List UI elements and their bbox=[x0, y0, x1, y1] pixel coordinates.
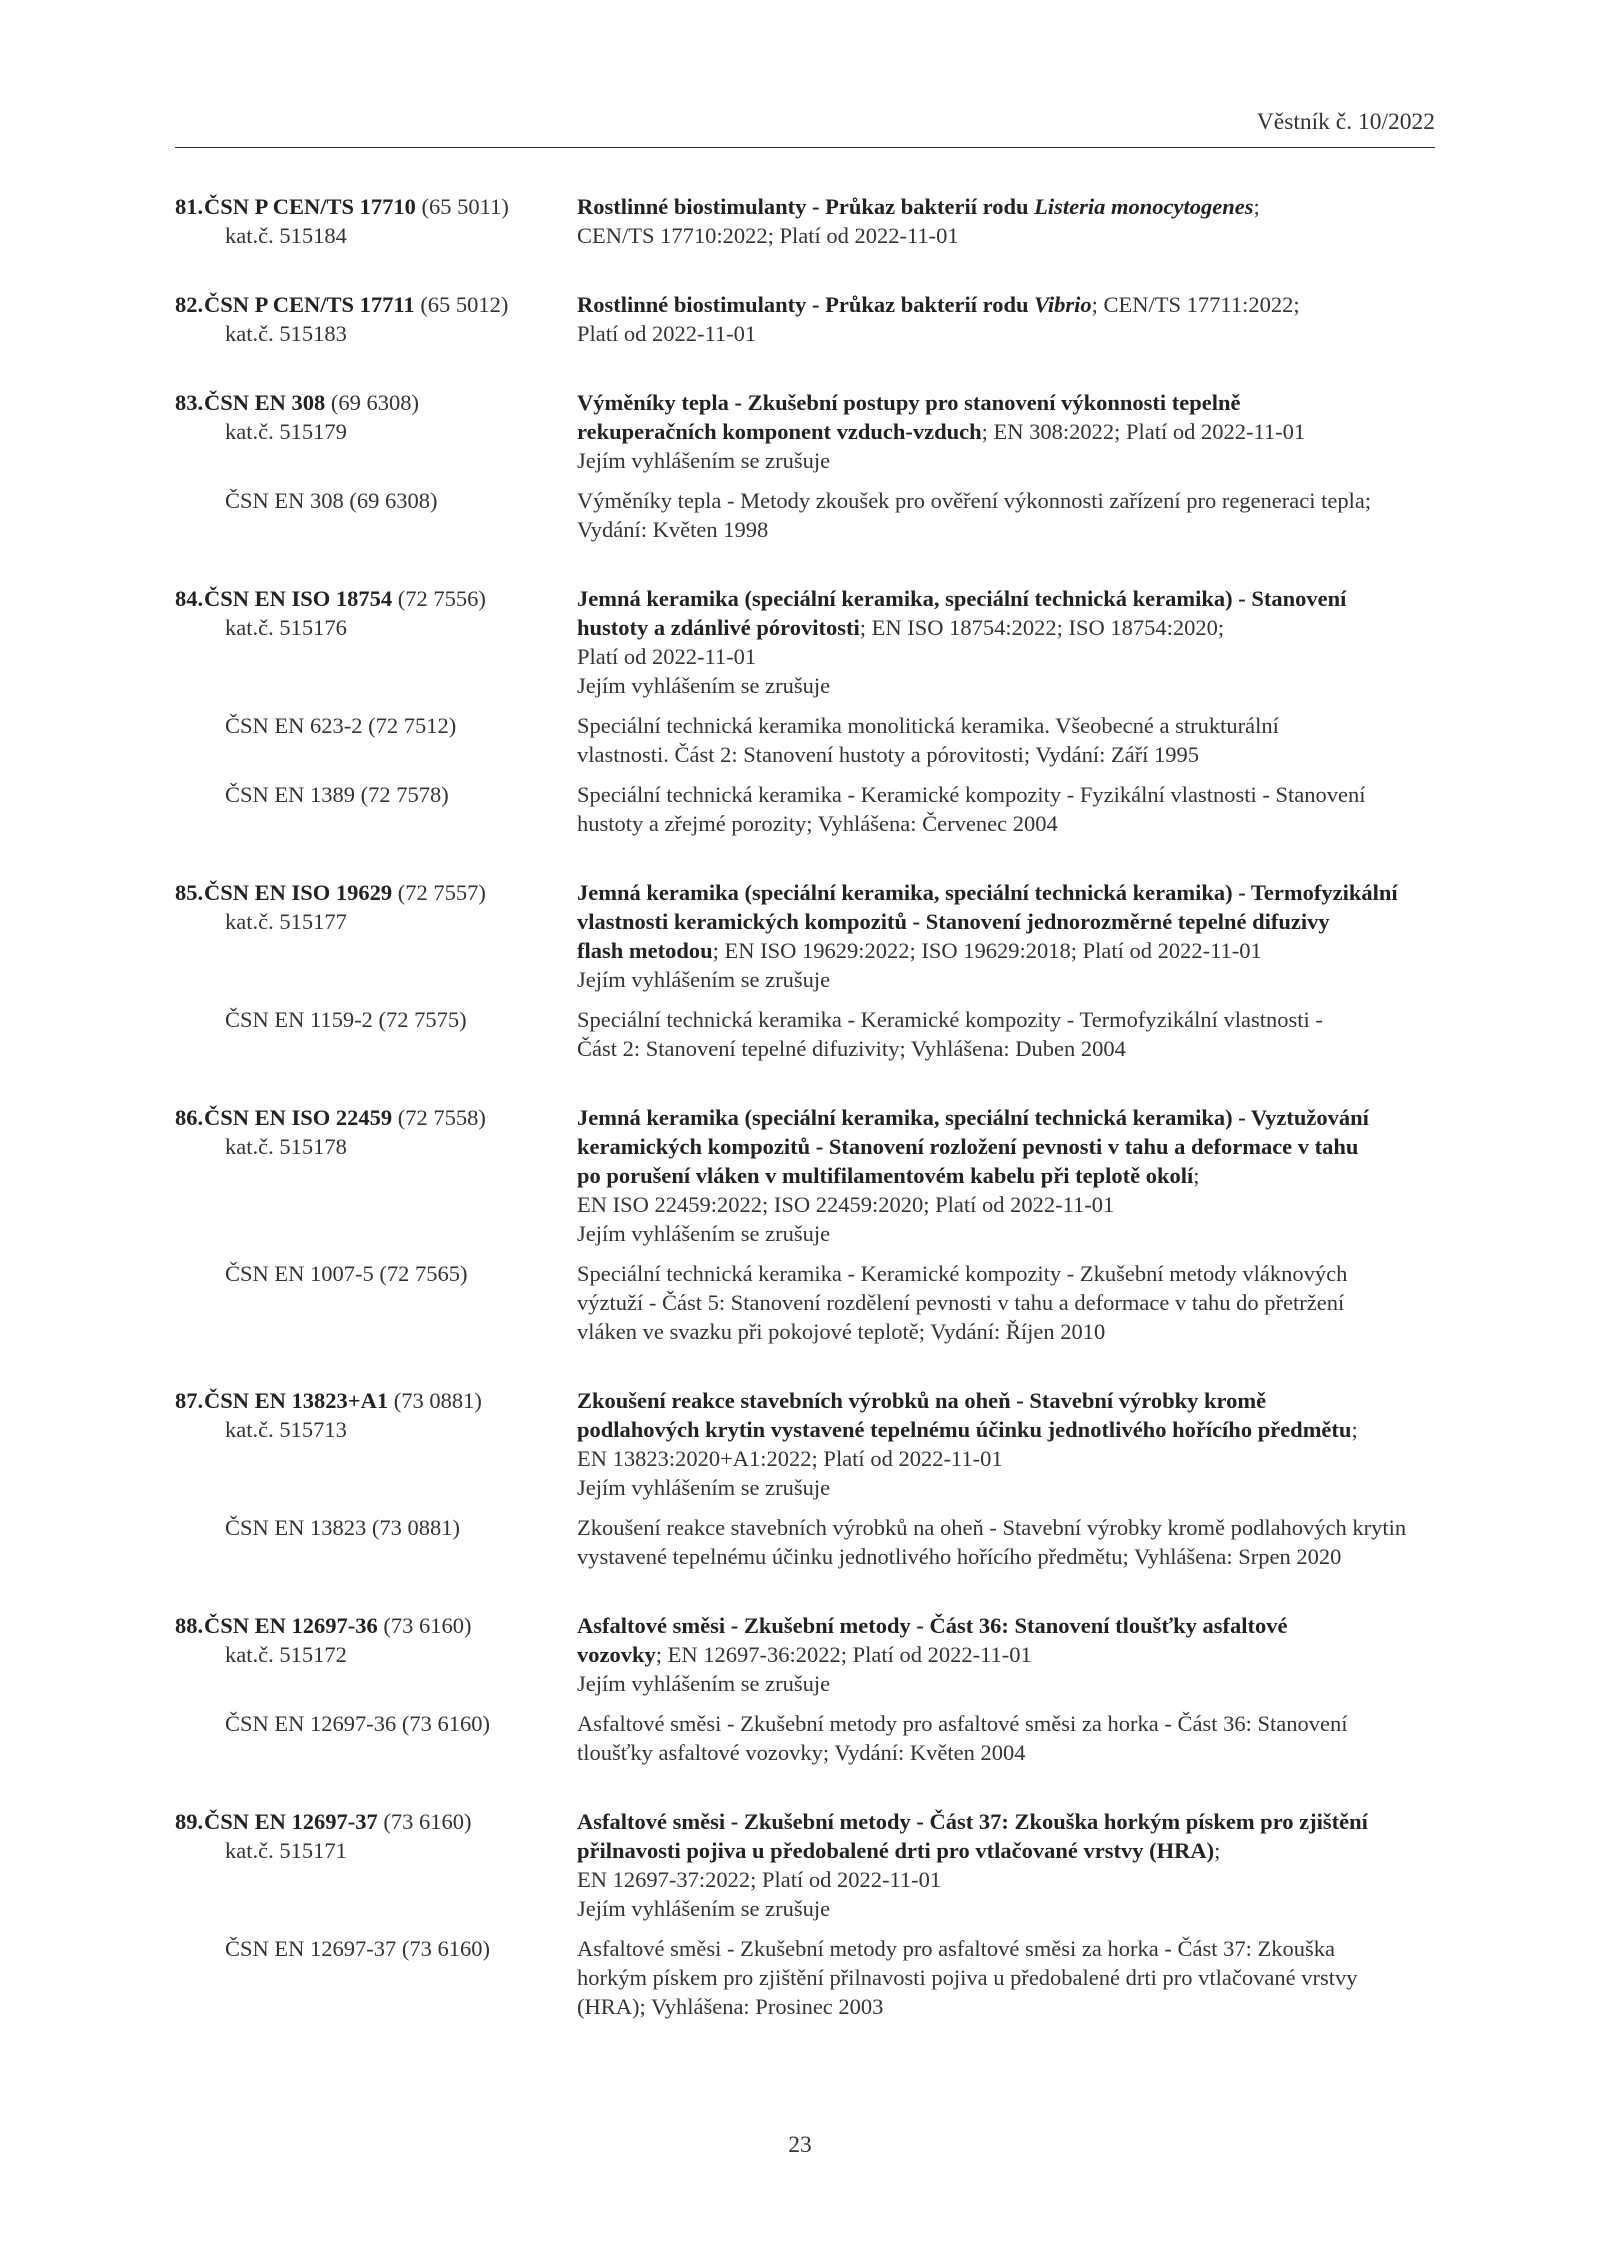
classification: (65 5012) bbox=[420, 292, 509, 317]
replaced-standard bbox=[175, 1005, 1435, 1063]
standard-code: ČSN EN 13823+A1 bbox=[204, 1388, 389, 1413]
replaced-standard bbox=[175, 1934, 1435, 2021]
replaced-description: Zkoušení reakce stavebních výrobků na oheň - Stavební výrobky kromě podlahových krytin bbox=[577, 1515, 1407, 1540]
standard-title-cont: podlahových krytin vystavené tepelnému účinku jednotlivého hořícího předmětu bbox=[577, 1417, 1352, 1442]
entry-number: 87. bbox=[175, 1388, 204, 1413]
standard-entry-86: 86.ČSN EN ISO 22459 (72 7558) kat.č. 515178 Jemná keramika (speciální keramika, speciální technická keramika) - Vyztužování keramických kompozitů - Stanovení rozložení pevnosti v tahu a deformace v tahu po porušení vláken v multifilamentovém kabelu při teplotě okolí; EN ISO 22459:2022; ISO 22459:2020; Platí od 2022-11-01 Jejím vyhlášením se zrušuje ČSN EN 1007-5 (72 7565) Speciální technická keramika - Keramické kompozity - Zkušební metody vláknových výztuží - Část 5: Stanovení rozdělení pevnosti v tahu a deformace v tahu do přetržení vláken ve svazku při pokojové teplotě; Vydání: Říjen 2010 bbox=[175, 1103, 1435, 1346]
catalog-number: kat.č. 515177 bbox=[225, 909, 347, 934]
replaced-description: Speciální technická keramika - Keramické kompozity - Zkušební metody vláknových bbox=[577, 1261, 1348, 1286]
entry-number: 88. bbox=[175, 1613, 204, 1638]
standard-details: Platí od 2022-11-01 bbox=[577, 321, 757, 346]
standard-code: ČSN P CEN/TS 17710 bbox=[204, 194, 416, 219]
standard-title: Jemná keramika (speciální keramika, speciální technická keramika) - Termofyzikální bbox=[577, 880, 1398, 905]
standard-details: EN ISO 22459:2022; ISO 22459:2020; Platí od 2022-11-01 bbox=[577, 1192, 1115, 1217]
standard-entry-88 bbox=[175, 1611, 1435, 1767]
standard-title-cont: po porušení vláken v multifilamentovém kabelu při teplotě okolí bbox=[577, 1163, 1194, 1188]
catalog-number: kat.č. 515713 bbox=[225, 1417, 347, 1442]
standard-title-cont: keramických kompozitů - Stanovení rozložení pevnosti v tahu a deformace v tahu bbox=[577, 1134, 1359, 1159]
replaced-code: ČSN EN 623-2 (72 7512) bbox=[225, 713, 457, 738]
replaced-code: ČSN EN 13823 (73 0881) bbox=[225, 1515, 460, 1540]
replaced-description: Speciální technická keramika - Keramické kompozity - Fyzikální vlastnosti - Stanovení bbox=[577, 782, 1366, 807]
replaced-description-cont: horkým pískem pro zjištění přilnavosti pojiva u předobalené drti pro vtlačované vrstvy bbox=[577, 1965, 1358, 1990]
catalog-number: kat.č. 515179 bbox=[225, 419, 347, 444]
classification: (73 0881) bbox=[393, 1388, 482, 1413]
standard-code: ČSN EN 12697-36 bbox=[204, 1613, 378, 1638]
standard-title: Jemná keramika (speciální keramika, speciální technická keramika) - Vyztužování bbox=[577, 1105, 1369, 1130]
standard-validity: Platí od 2022-11-01 bbox=[577, 644, 757, 669]
standard-title: Zkoušení reakce stavebních výrobků na oheň - Stavební výrobky kromě bbox=[577, 1388, 1267, 1413]
standard-details: CEN/TS 17710:2022; Platí od 2022-11-01 bbox=[577, 223, 959, 248]
standard-details: ; EN ISO 19629:2022; ISO 19629:2018; Platí od 2022-11-01 bbox=[712, 938, 1262, 963]
replaced-description: Speciální technická keramika monolitická keramika. Všeobecné a strukturální bbox=[577, 713, 1279, 738]
replaced-description: Výměníky tepla - Metody zkoušek pro ověření výkonnosti zařízení pro regeneraci tepla; bbox=[577, 488, 1372, 513]
classification: (69 6308) bbox=[330, 390, 420, 415]
classification: (72 7558) bbox=[397, 1105, 486, 1130]
classification: (73 6160) bbox=[383, 1613, 472, 1638]
replaced-code: ČSN EN 1007-5 (72 7565) bbox=[225, 1261, 468, 1286]
cancellation-note: Jejím vyhlášením se zrušuje bbox=[577, 1475, 831, 1500]
catalog-number: kat.č. 515171 bbox=[225, 1838, 347, 1863]
standard-title-cont: vlastnosti keramických kompozitů - Stanovení jednorozměrné tepelné difuzivy bbox=[577, 909, 1330, 934]
replaced-standard bbox=[175, 780, 1435, 838]
cancellation-note: Jejím vyhlášením se zrušuje bbox=[577, 1221, 831, 1246]
catalog-number: kat.č. 515178 bbox=[225, 1134, 347, 1159]
standard-details: ; EN ISO 18754:2022; ISO 18754:2020; bbox=[859, 615, 1225, 640]
catalog-number: kat.č. 515176 bbox=[225, 615, 347, 640]
entry-number: 81. bbox=[175, 194, 204, 219]
cancellation-note: Jejím vyhlášením se zrušuje bbox=[577, 967, 831, 992]
standard-details: ; EN 12697-36:2022; Platí od 2022-11-01 bbox=[655, 1642, 1032, 1667]
replaced-description-cont: tloušťky asfaltové vozovky; Vydání: Květen 2004 bbox=[577, 1740, 1026, 1765]
catalog-number: kat.č. 515184 bbox=[225, 223, 347, 248]
standard-details: EN 13823:2020+A1:2022; Platí od 2022-11-01 bbox=[577, 1446, 1003, 1471]
replaced-code: ČSN EN 1159-2 (72 7575) bbox=[225, 1007, 467, 1032]
replaced-description-cont: výztuží - Část 5: Stanovení rozdělení pevnosti v tahu a deformace v tahu do přetržení bbox=[577, 1290, 1345, 1315]
standard-title-cont: vozovky bbox=[577, 1642, 656, 1667]
replaced-description-cont: Vydání: Květen 1998 bbox=[577, 517, 769, 542]
cancellation-note: Jejím vyhlášením se zrušuje bbox=[577, 1671, 831, 1696]
replaced-description-cont: vlastnosti. Část 2: Stanovení hustoty a pórovitosti; Vydání: Září 1995 bbox=[577, 742, 1200, 767]
standard-title: Rostlinné biostimulanty - Průkaz bakterií rodu Listeria monocytogenes bbox=[577, 194, 1254, 219]
page-number: 23 bbox=[788, 2132, 812, 2158]
standard-entry-83 bbox=[175, 388, 1435, 544]
replaced-description: Asfaltové směsi - Zkušební metody pro asfaltové směsi za horka - Část 36: Stanovení bbox=[577, 1711, 1348, 1736]
standard-title-cont: rekuperačních komponent vzduch-vzduch bbox=[577, 419, 982, 444]
standard-entry-89: 89.ČSN EN 12697-37 (73 6160) kat.č. 515171 Asfaltové směsi - Zkušební metody - Část 37: Zkouška horkým pískem pro zjištění přilnavosti pojiva u předobalené drti pro vtlačované vrstvy (HRA); EN 12697-37:2022; Platí od 2022-11-01 Jejím vyhlášením se zrušuje ČSN EN 12697-37 (73 6160) Asfaltové směsi - Zkušební metody pro asfaltové směsi za horka - Část 37: Zkouška horkým pískem pro zjištění přilnavosti pojiva u předobalené drti pro vtlačované vrstvy (HRA); Vyhlášena: Prosinec 2003 bbox=[175, 1807, 1435, 2021]
standard-entry-87: 87.ČSN EN 13823+A1 (73 0881) kat.č. 515713 Zkoušení reakce stavebních výrobků na oheň - Stavební výrobky kromě podlahových krytin vystavené tepelnému účinku jednotlivého hořícího předmětu; EN 13823:2020+A1:2022; Platí od 2022-11-01 Jejím vyhlášením se zrušuje ČSN EN 13823 (73 0881) Zkoušení reakce stavebních výrobků na oheň - Stavební výrobky kromě podlahových krytin vystavené tepelnému účinku jednotlivého hořícího předmětu; Vyhlášena: Srpen 2020 bbox=[175, 1386, 1435, 1571]
standard-entry-82: 82.ČSN P CEN/TS 17711 (65 5012) kat.č. 515183 Rostlinné biostimulanty - Průkaz bakterií rodu Vibrio; CEN/TS 17711:2022; Platí od 2022-11-01 bbox=[175, 290, 1435, 348]
standard-entry-84 bbox=[175, 584, 1435, 838]
replaced-code: ČSN EN 12697-37 (73 6160) bbox=[225, 1936, 490, 1961]
replaced-description-cont: vláken ve svazku při pokojové teplotě; Vydání: Říjen 2010 bbox=[577, 1319, 1106, 1344]
standards-list bbox=[175, 192, 1435, 2061]
replaced-description: Asfaltové směsi - Zkušební metody pro asfaltové směsi za horka - Část 37: Zkouška bbox=[577, 1936, 1335, 1961]
standard-code: ČSN EN 308 bbox=[204, 390, 326, 415]
standard-entry-85 bbox=[175, 878, 1435, 1063]
standard-title: Asfaltové směsi - Zkušební metody - Část 36: Stanovení tloušťky asfaltové bbox=[577, 1613, 1288, 1638]
replaced-description-cont: (HRA); Vyhlášena: Prosinec 2003 bbox=[577, 1994, 884, 2019]
replaced-standard bbox=[175, 1513, 1435, 1571]
replaced-description: Speciální technická keramika - Keramické kompozity - Termofyzikální vlastnosti - bbox=[577, 1007, 1323, 1032]
standard-code: ČSN EN ISO 18754 bbox=[204, 586, 393, 611]
cancellation-note: Jejím vyhlášením se zrušuje bbox=[577, 448, 831, 473]
standard-code: ČSN EN ISO 19629 bbox=[204, 880, 393, 905]
classification: (72 7557) bbox=[397, 880, 486, 905]
catalog-number: kat.č. 515183 bbox=[225, 321, 347, 346]
replaced-code: ČSN EN 1389 (72 7578) bbox=[225, 782, 449, 807]
standard-title-cont: hustoty a zdánlivé pórovitosti bbox=[577, 615, 860, 640]
replaced-standard bbox=[175, 1709, 1435, 1767]
standard-title: Jemná keramika (speciální keramika, speciální technická keramika) - Stanovení bbox=[577, 586, 1347, 611]
replaced-code: ČSN EN 308 (69 6308) bbox=[225, 488, 438, 513]
replaced-standard bbox=[175, 1259, 1435, 1346]
standard-title-cont: přilnavosti pojiva u předobalené drti pro vtlačované vrstvy (HRA) bbox=[577, 1838, 1215, 1863]
classification: (65 5011) bbox=[421, 194, 509, 219]
standard-title: Asfaltové směsi - Zkušební metody - Část 37: Zkouška horkým pískem pro zjištění bbox=[577, 1809, 1368, 1834]
replaced-description-cont: hustoty a zřejmé porozity; Vyhlášena: Červenec 2004 bbox=[577, 811, 1058, 836]
replaced-standard bbox=[175, 711, 1435, 769]
replaced-code: ČSN EN 12697-36 (73 6160) bbox=[225, 1711, 490, 1736]
cancellation-note: Jejím vyhlášením se zrušuje bbox=[577, 673, 831, 698]
entry-number: 82. bbox=[175, 292, 204, 317]
classification: (73 6160) bbox=[383, 1809, 472, 1834]
header-rule bbox=[175, 147, 1435, 148]
standard-code: ČSN EN 12697-37 bbox=[204, 1809, 378, 1834]
entry-number: 85. bbox=[175, 880, 204, 905]
replaced-description-cont: vystavené tepelnému účinku jednotlivého hořícího předmětu; Vyhlášena: Srpen 2020 bbox=[577, 1544, 1342, 1569]
entry-number: 89. bbox=[175, 1809, 204, 1834]
entry-number: 86. bbox=[175, 1105, 204, 1130]
entry-number: 83. bbox=[175, 390, 204, 415]
entry-number: 84. bbox=[175, 586, 204, 611]
standard-details: EN 12697-37:2022; Platí od 2022-11-01 bbox=[577, 1867, 942, 1892]
standard-title-cont: flash metodou bbox=[577, 938, 713, 963]
standard-entry-81: 81.ČSN P CEN/TS 17710 (65 5011) kat.č. 515184 Rostlinné biostimulanty - Průkaz bakterií rodu Listeria monocytogenes; CEN/TS 17710:2022; Platí od 2022-11-01 bbox=[175, 192, 1435, 250]
replaced-standard bbox=[175, 486, 1435, 544]
cancellation-note: Jejím vyhlášením se zrušuje bbox=[577, 1896, 831, 1921]
catalog-number: kat.č. 515172 bbox=[225, 1642, 347, 1667]
classification: (72 7556) bbox=[397, 586, 486, 611]
standard-code: ČSN EN ISO 22459 bbox=[204, 1105, 393, 1130]
standard-title: Rostlinné biostimulanty - Průkaz bakterií rodu Vibrio bbox=[577, 292, 1092, 317]
standard-title: Výměníky tepla - Zkušební postupy pro stanovení výkonnosti tepelně bbox=[577, 390, 1241, 415]
journal-header: Věstník č. 10/2022 bbox=[1256, 109, 1435, 135]
standard-code: ČSN P CEN/TS 17711 bbox=[204, 292, 415, 317]
replaced-description-cont: Část 2: Stanovení tepelné difuzivity; Vyhlášena: Duben 2004 bbox=[577, 1036, 1126, 1061]
standard-details: ; EN 308:2022; Platí od 2022-11-01 bbox=[981, 419, 1306, 444]
